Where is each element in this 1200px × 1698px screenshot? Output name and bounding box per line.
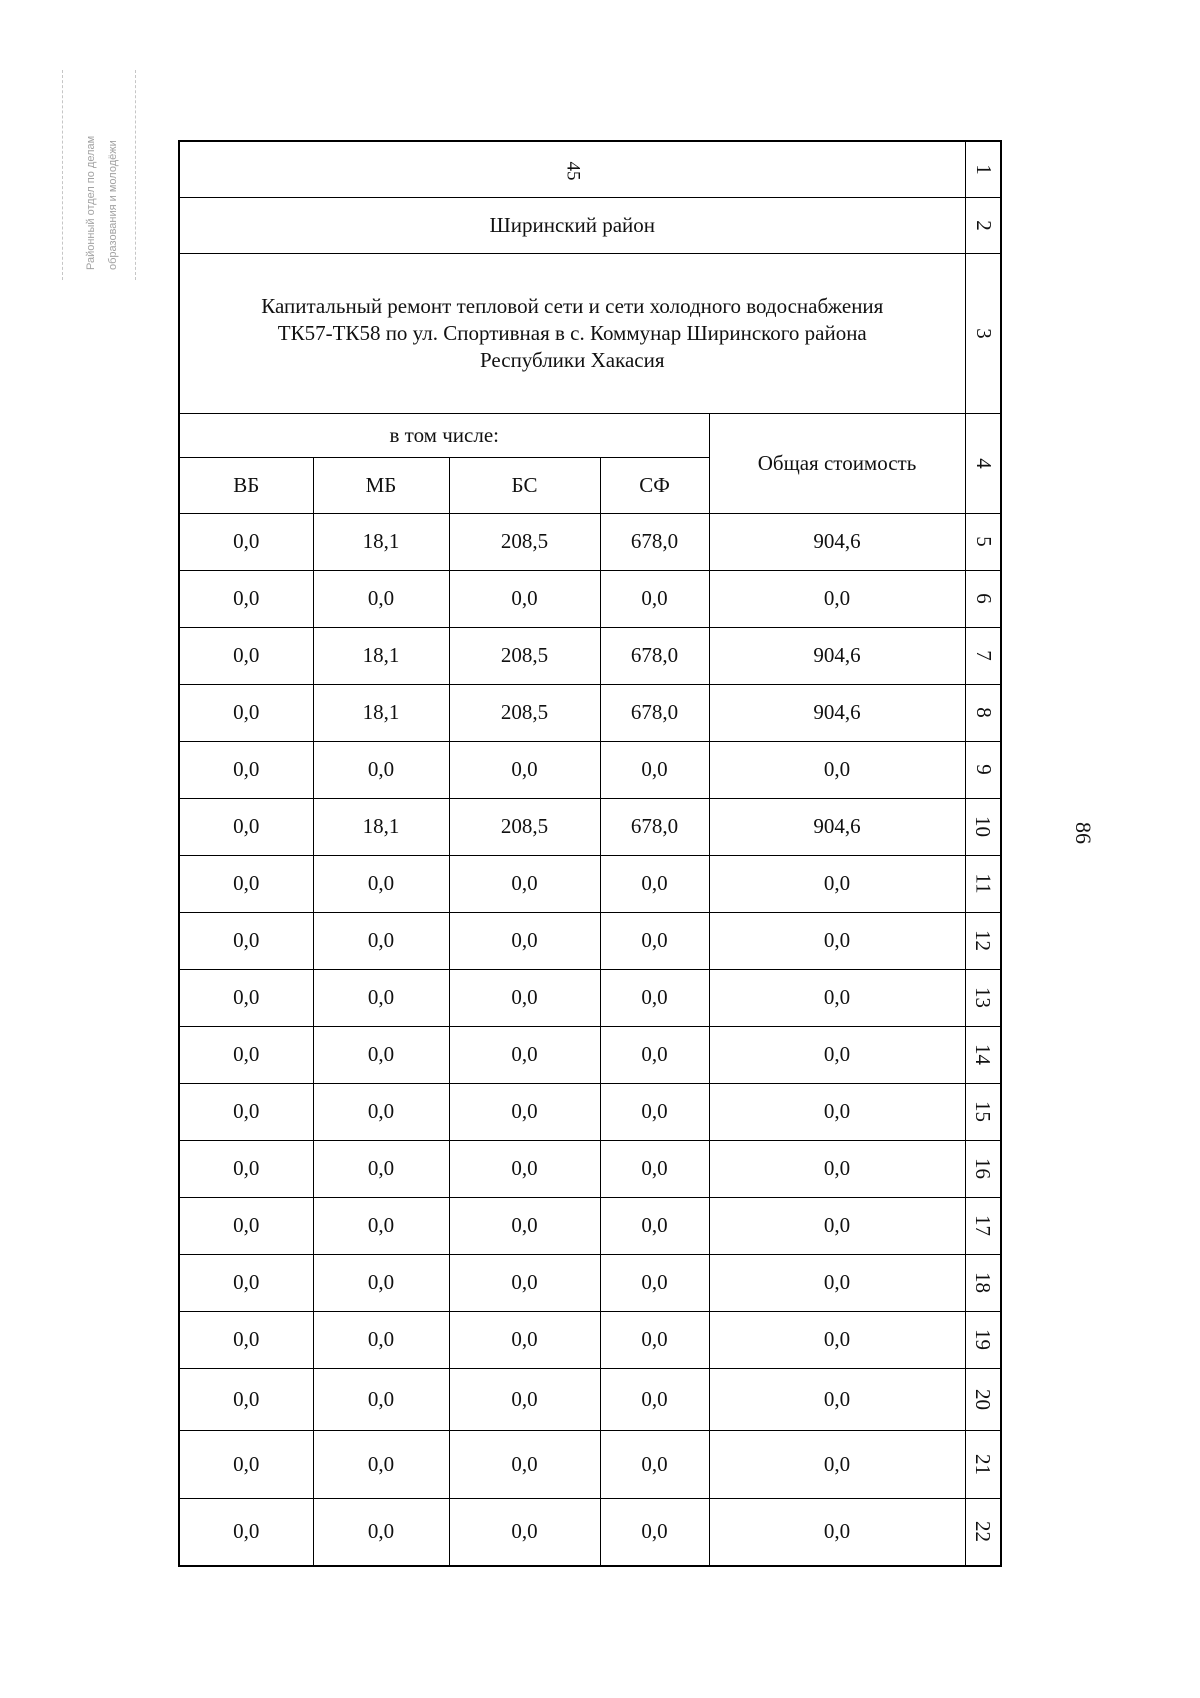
including-label: в том числе: bbox=[179, 413, 709, 457]
cell-total: 0,0 bbox=[709, 1254, 965, 1311]
cell-sf: 0,0 bbox=[600, 1026, 709, 1083]
table-row bbox=[179, 684, 1001, 741]
cell-mb: 0,0 bbox=[313, 969, 449, 1026]
row-index: 10 bbox=[965, 798, 1001, 855]
cell-mb: 0,0 bbox=[313, 1026, 449, 1083]
cell-sf: 0,0 bbox=[600, 570, 709, 627]
row-index: 11 bbox=[965, 855, 1001, 912]
row-index: 16 bbox=[965, 1140, 1001, 1197]
cell-bs: 0,0 bbox=[449, 1254, 600, 1311]
cell-total: 0,0 bbox=[709, 741, 965, 798]
row-index: 22 bbox=[965, 1498, 1001, 1566]
cell-bs: 208,5 bbox=[449, 798, 600, 855]
stamp-line-2: образования и молодёжи bbox=[107, 140, 119, 270]
cell-total: 0,0 bbox=[709, 570, 965, 627]
cell-vb: 0,0 bbox=[179, 1254, 313, 1311]
cell-sf: 678,0 bbox=[600, 684, 709, 741]
cell-mb: 0,0 bbox=[313, 741, 449, 798]
table-row bbox=[179, 1254, 1001, 1311]
cell-bs: 0,0 bbox=[449, 570, 600, 627]
project-title-line-2: ТК57-ТК58 по ул. Спортивная в с. Коммунар Ширинского района bbox=[277, 320, 867, 345]
header-row-1 bbox=[179, 413, 1001, 457]
cell-sf: 0,0 bbox=[600, 912, 709, 969]
cell-total: 0,0 bbox=[709, 912, 965, 969]
table-row bbox=[179, 1140, 1001, 1197]
row-index: 12 bbox=[965, 912, 1001, 969]
cell-vb: 0,0 bbox=[179, 1140, 313, 1197]
project-row bbox=[179, 253, 1001, 413]
margin-stamp bbox=[62, 70, 136, 280]
cell-mb: 18,1 bbox=[313, 627, 449, 684]
cell-bs: 208,5 bbox=[449, 513, 600, 570]
cell-mb: 0,0 bbox=[313, 1197, 449, 1254]
cell-total: 0,0 bbox=[709, 1197, 965, 1254]
cell-mb: 18,1 bbox=[313, 684, 449, 741]
cell-bs: 0,0 bbox=[449, 741, 600, 798]
top-number-cell bbox=[179, 141, 965, 197]
cell-total: 0,0 bbox=[709, 1140, 965, 1197]
project-title-line-1: Капитальный ремонт тепловой сети и сети холодного водоснабжения bbox=[261, 293, 884, 318]
cell-bs: 0,0 bbox=[449, 969, 600, 1026]
cell-mb: 0,0 bbox=[313, 1430, 449, 1498]
cell-sf: 678,0 bbox=[600, 627, 709, 684]
cell-bs: 0,0 bbox=[449, 1368, 600, 1430]
table-row bbox=[179, 1311, 1001, 1368]
cell-mb: 0,0 bbox=[313, 855, 449, 912]
cell-vb: 0,0 bbox=[179, 1311, 313, 1368]
cell-sf: 0,0 bbox=[600, 1197, 709, 1254]
total-cost-header: Общая стоимость bbox=[709, 413, 965, 513]
cell-sf: 0,0 bbox=[600, 1140, 709, 1197]
table-row bbox=[179, 1430, 1001, 1498]
cell-total: 904,6 bbox=[709, 627, 965, 684]
cell-bs: 0,0 bbox=[449, 1498, 600, 1566]
cell-total: 904,6 bbox=[709, 798, 965, 855]
row-index-2: 2 bbox=[965, 197, 1001, 253]
cell-sf: 0,0 bbox=[600, 1311, 709, 1368]
cell-mb: 0,0 bbox=[313, 1140, 449, 1197]
cell-sf: 0,0 bbox=[600, 1254, 709, 1311]
col-header-bs: БС bbox=[449, 457, 600, 513]
row-index: 15 bbox=[965, 1083, 1001, 1140]
cell-vb: 0,0 bbox=[179, 855, 313, 912]
cell-sf: 0,0 bbox=[600, 855, 709, 912]
col-header-vb: ВБ bbox=[179, 457, 313, 513]
cell-total: 0,0 bbox=[709, 1026, 965, 1083]
cell-bs: 0,0 bbox=[449, 1197, 600, 1254]
district-name: Ширинский район bbox=[179, 197, 965, 253]
cell-total: 0,0 bbox=[709, 1368, 965, 1430]
cell-mb: 0,0 bbox=[313, 1083, 449, 1140]
row-index: 8 bbox=[965, 684, 1001, 741]
table-row bbox=[179, 1498, 1001, 1566]
row-index: 5 bbox=[965, 513, 1001, 570]
row-index: 19 bbox=[965, 1311, 1001, 1368]
cell-bs: 0,0 bbox=[449, 1430, 600, 1498]
cell-total: 0,0 bbox=[709, 969, 965, 1026]
stamp-line-1: Районный отдел по делам bbox=[85, 135, 97, 270]
row-index-4: 4 bbox=[965, 413, 1001, 513]
cell-total: 0,0 bbox=[709, 1311, 965, 1368]
district-row bbox=[179, 197, 1001, 253]
cell-bs: 0,0 bbox=[449, 1083, 600, 1140]
cell-vb: 0,0 bbox=[179, 513, 313, 570]
cell-bs: 0,0 bbox=[449, 912, 600, 969]
row-index: 17 bbox=[965, 1197, 1001, 1254]
row-index: 20 bbox=[965, 1368, 1001, 1430]
table-row bbox=[179, 741, 1001, 798]
cell-total: 0,0 bbox=[709, 1498, 965, 1566]
row-index: 13 bbox=[965, 969, 1001, 1026]
row-index: 14 bbox=[965, 1026, 1001, 1083]
col-header-mb: МБ bbox=[313, 457, 449, 513]
cell-total: 904,6 bbox=[709, 513, 965, 570]
budget-table bbox=[178, 140, 1002, 1567]
cell-sf: 0,0 bbox=[600, 1498, 709, 1566]
row-index: 21 bbox=[965, 1430, 1001, 1498]
cell-mb: 0,0 bbox=[313, 570, 449, 627]
cell-vb: 0,0 bbox=[179, 1197, 313, 1254]
cell-sf: 678,0 bbox=[600, 513, 709, 570]
cell-vb: 0,0 bbox=[179, 627, 313, 684]
cell-bs: 0,0 bbox=[449, 1026, 600, 1083]
page-number: 86 bbox=[1071, 822, 1096, 844]
row-number-line bbox=[179, 141, 1001, 197]
row-index-1: 1 bbox=[965, 141, 1001, 197]
cell-sf: 0,0 bbox=[600, 1368, 709, 1430]
cell-mb: 0,0 bbox=[313, 1311, 449, 1368]
row-index: 6 bbox=[965, 570, 1001, 627]
cell-mb: 18,1 bbox=[313, 798, 449, 855]
table-row bbox=[179, 912, 1001, 969]
cell-vb: 0,0 bbox=[179, 741, 313, 798]
table-row bbox=[179, 969, 1001, 1026]
table-row bbox=[179, 1368, 1001, 1430]
cell-vb: 0,0 bbox=[179, 684, 313, 741]
cell-bs: 208,5 bbox=[449, 684, 600, 741]
table-row bbox=[179, 1197, 1001, 1254]
cell-total: 0,0 bbox=[709, 855, 965, 912]
cell-mb: 0,0 bbox=[313, 912, 449, 969]
cell-vb: 0,0 bbox=[179, 1083, 313, 1140]
cell-sf: 0,0 bbox=[600, 1083, 709, 1140]
cell-mb: 0,0 bbox=[313, 1368, 449, 1430]
cell-vb: 0,0 bbox=[179, 570, 313, 627]
top-number: 45 bbox=[562, 161, 584, 181]
cell-bs: 208,5 bbox=[449, 627, 600, 684]
cell-vb: 0,0 bbox=[179, 1430, 313, 1498]
table-row bbox=[179, 855, 1001, 912]
cell-vb: 0,0 bbox=[179, 798, 313, 855]
cell-sf: 0,0 bbox=[600, 969, 709, 1026]
table-row bbox=[179, 1083, 1001, 1140]
cell-total: 0,0 bbox=[709, 1083, 965, 1140]
table-row bbox=[179, 570, 1001, 627]
cell-sf: 0,0 bbox=[600, 1430, 709, 1498]
cell-bs: 0,0 bbox=[449, 1140, 600, 1197]
cell-bs: 0,0 bbox=[449, 855, 600, 912]
cell-mb: 0,0 bbox=[313, 1498, 449, 1566]
cell-vb: 0,0 bbox=[179, 1498, 313, 1566]
cell-sf: 678,0 bbox=[600, 798, 709, 855]
table-row bbox=[179, 627, 1001, 684]
cell-total: 0,0 bbox=[709, 1430, 965, 1498]
table-row bbox=[179, 798, 1001, 855]
table-row bbox=[179, 1026, 1001, 1083]
cell-sf: 0,0 bbox=[600, 741, 709, 798]
cell-mb: 0,0 bbox=[313, 1254, 449, 1311]
row-index-3: 3 bbox=[965, 253, 1001, 413]
cell-vb: 0,0 bbox=[179, 912, 313, 969]
table-row bbox=[179, 513, 1001, 570]
project-title-line-3: Республики Хакасия bbox=[480, 347, 665, 372]
cell-vb: 0,0 bbox=[179, 1368, 313, 1430]
cell-total: 904,6 bbox=[709, 684, 965, 741]
cell-vb: 0,0 bbox=[179, 969, 313, 1026]
row-index: 18 bbox=[965, 1254, 1001, 1311]
row-index: 9 bbox=[965, 741, 1001, 798]
row-index: 7 bbox=[965, 627, 1001, 684]
project-title bbox=[179, 253, 965, 413]
cell-mb: 18,1 bbox=[313, 513, 449, 570]
cell-bs: 0,0 bbox=[449, 1311, 600, 1368]
cell-vb: 0,0 bbox=[179, 1026, 313, 1083]
col-header-sf: СФ bbox=[600, 457, 709, 513]
